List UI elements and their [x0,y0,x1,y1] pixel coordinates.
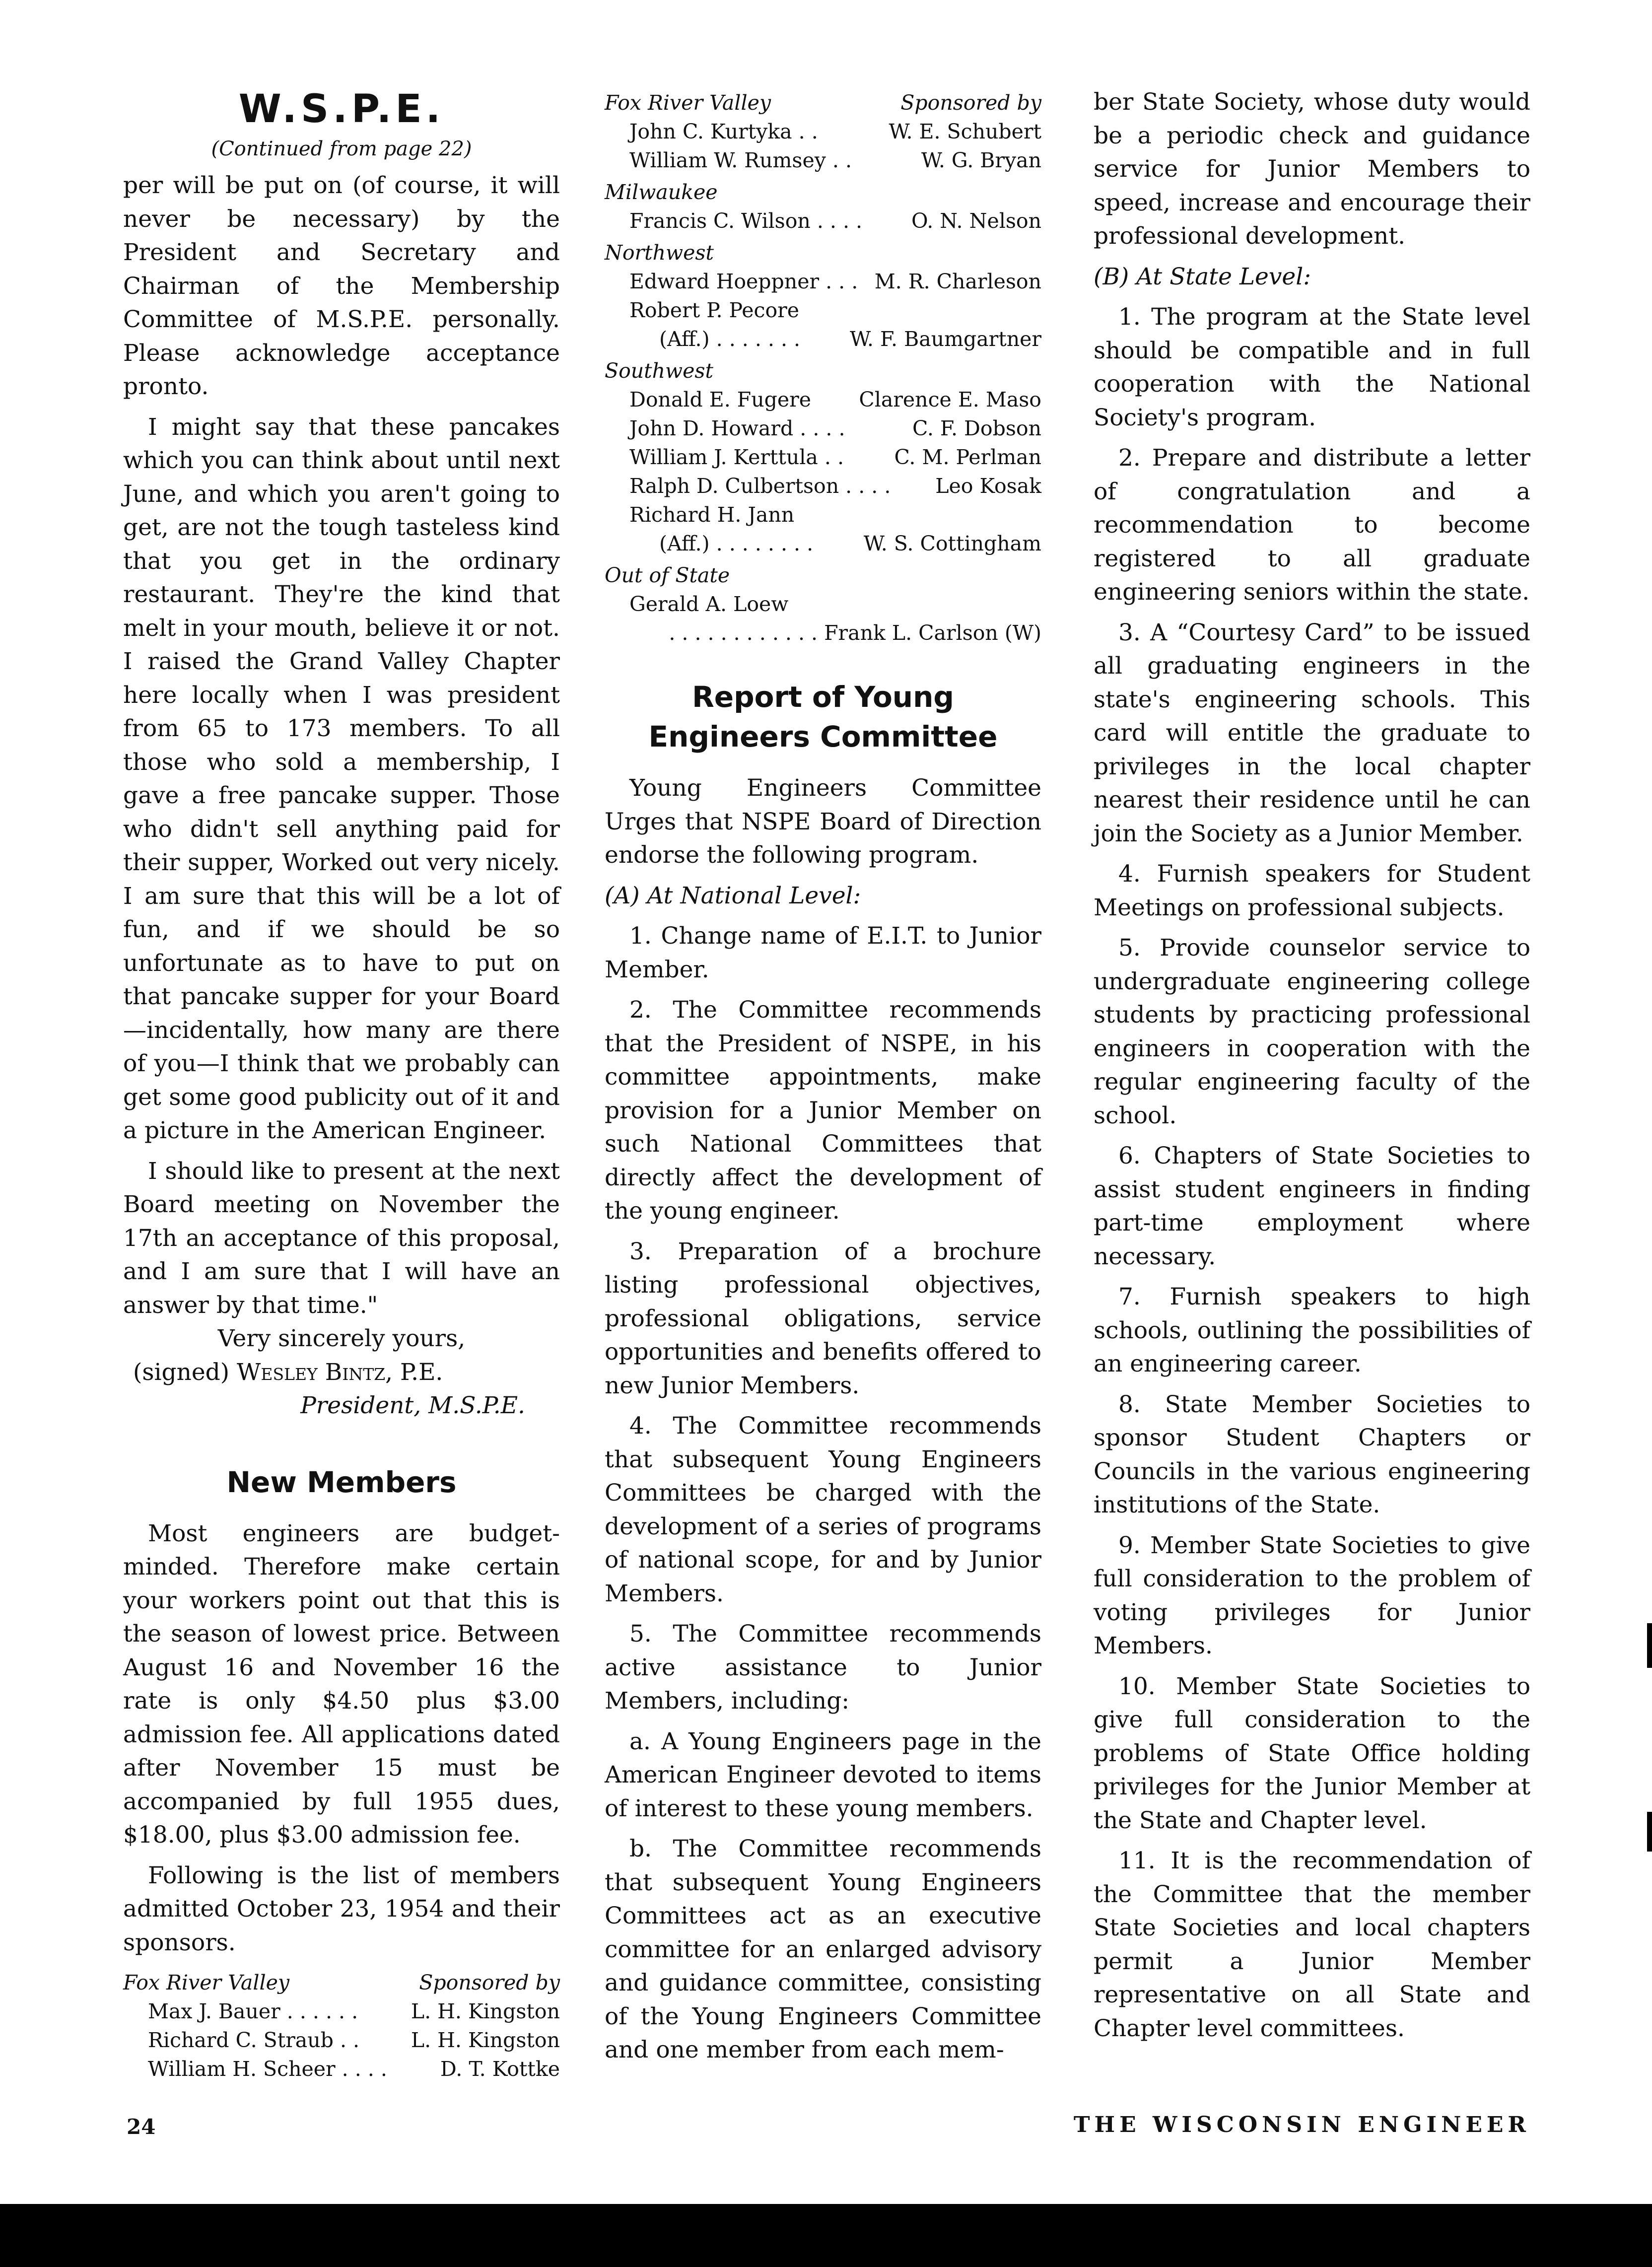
section-a-heading: (A) At National Level: [605,882,861,909]
scan-edge-mark [1647,1623,1652,1668]
region-northwest: Northwest [605,241,714,265]
list-item: 5. The Committee recommends active assistance to Junior Members, including: [605,1620,1041,1715]
list-item: William H. Scheer . . . . D. T. Kottke [148,2057,560,2081]
list-item: 1. Change name of E.I.T. to Junior Member. [605,922,1041,983]
list-item: William J. Kerttula . . C. M. Perlman [629,445,1041,469]
column-1 [123,84,560,2083]
signer-suffix: , P.E. [385,1358,443,1386]
new-members-heading: New Members [226,1465,457,1499]
list-item: 2. The Committee recommends that the President of NSPE, in his committee appointments, make provision for a Junior Member on such National Committees that directly affect the development of the young engineer. [605,996,1041,1225]
list-item: Ralph D. Culbertson . . . . Leo Kosak [629,474,1041,498]
list-item: b. The Committee recommends that subsequent Young Engineers Committees act as an executive committee for an enlarged advisory and guidance committee, consisting of the Young Engineers Committee and one member from each mem- [605,1835,1041,2063]
wspe-letter-body [123,169,560,1423]
scan-edge-mark [1647,1812,1652,1852]
list-item: Max J. Bauer . . . . . . L. H. Kingston [148,1999,560,2023]
list-item: 5. Provide counselor service to undergraduate engineering college students by practicing professional engineers in cooperation with the regular engineering faculty of the school. [1094,934,1530,1129]
members-list-continued [605,88,1041,647]
members-list [123,1968,560,2083]
list-item: 10. Member State Societies to give full consideration to the problems of State Office holding privileges for the Junior Member at the State and Chapter level. [1094,1672,1530,1834]
list-item: William W. Rumsey . . W. G. Bryan [629,148,1041,172]
list-item: John C. Kurtyka . . W. E. Schubert [629,120,1041,143]
list-item: Francis C. Wilson . . . . O. N. Nelson [629,209,1041,233]
list-header-chapter: Fox River Valley [123,1971,290,1994]
list-header-sponsor: Sponsored by [419,1971,560,1994]
section-b-heading: (B) At State Level: [1094,263,1311,290]
list-item: 7. Furnish speakers to high schools, outlining the possibilities of an engineering career. [1094,1283,1530,1377]
list-header: Fox River Valley Sponsored by [605,91,1041,115]
region-out-of-state: Out of State [605,563,730,587]
page-number: 24 [127,2115,156,2139]
list-item: Gerald A. Loew [629,592,789,616]
list-item: 11. It is the recommendation of the Committee that the member State Societies and local chapters permit a Junior Member representative on all State and Chapter level committees. [1094,1847,1530,2042]
list-item: 2. Prepare and distribute a letter of congratulation and a recommendation to become registered to all graduate engineering seniors within the state. [1094,444,1530,606]
signed-prefix: (signed) [133,1358,230,1386]
list-item: 3. A “Courtesy Card” to be issued all graduating engineers in the state's engineering schools. This card will entitle the graduate to privileges in the local chapter nearest their residence until he can join the Society as a Junior Member. [1094,618,1530,847]
list-item: 4. The Committee recommends that subsequent Young Engineers Committees be charged with the development of a series of programs of national scope, for and by Junior Members. [605,1412,1041,1607]
signer-name: Wesley Bintz [237,1358,386,1386]
scan-border [0,2204,1652,2267]
region-southwest: Southwest [605,359,713,383]
closing: Very sincerely yours, [217,1325,466,1352]
paragraph: per will be put on (of course, it will never be necessary) by the President and Secretary and Chairman of the Membership Committee of M.S.P.E. personally. Please acknowledge acceptance pronto. [123,172,560,400]
signature-line [123,1356,560,1389]
paragraph: Following is the list of members admitted October 23, 1954 and their sponsors. [123,1861,560,1956]
list-header [123,1968,560,1997]
report-heading: Report of Young Engineers Committee [648,680,998,754]
list-item: 8. State Member Societies to sponsor Student Chapters or Councils in the various engineering institutions of the State. [1094,1390,1530,1518]
list-item: Richard C. Straub . . L. H. Kingston [148,2028,560,2052]
list-item: (Aff.) . . . . . . . W. F. Baumgartner [659,327,1041,351]
report-body [605,771,1041,2067]
report-body-continued [1094,85,1530,2045]
column-2 [605,88,1041,2074]
paragraph: I should like to present at the next Board meeting on November the 17th an acceptance of this proposal, and I am sure that I will have an answer by that time." [123,1157,560,1319]
list-item: a. A Young Engineers page in the American Engineer devoted to items of interest to these young members. [605,1727,1041,1822]
paragraph: Most engineers are budget-minded. Therefore make certain your workers point out that this is the season of lowest price. Between August 16 and November 16 the rate is only $4.50 plus $3.00 admission fee. All applications dated after November 15 must be accompanied by full 1955 dues, $18.00, plus $3.00 admission fee. [123,1519,560,1849]
paragraph: Young Engineers Committee Urges that NSPE Board of Direction endorse the following program. [605,774,1041,869]
wspe-title: W.S.P.E. [238,87,445,132]
list-item: 9. Member State Societies to give full consideration to the problem of voting privileges for Junior Members. [1094,1531,1530,1659]
paragraph: I might say that these pancakes which you can think about until next June, and which you aren't going to get, are not the tough tasteless kind that you get in the ordinary restaurant. They're the kind that melt in your mouth, believe it or not. I raised the Grand Valley Chapter here locally when I was president from 65 to 173 members. To all those who sold a membership, I gave a free pancake supper. Those who didn't sell anything paid for their supper, Worked out very nicely. I am sure that this will be a lot of fun, and if we should be so unfortunate as to have to put on that pancake supper for your Board—incidentally, how many are there of you—I think that we probably can get some good publicity out of it and a picture in the American Engineer. [123,413,560,1144]
list-item: 4. Furnish speakers for Student Meetings on professional subjects. [1094,860,1530,921]
list-item-sponsor: . . . . . . . . . . . . Frank L. Carlson (W) [669,621,1041,645]
magazine-name: THE WISCONSIN ENGINEER [1073,2112,1530,2137]
region-milwaukee: Milwaukee [605,180,718,204]
list-item: 1. The program at the State level should be compatible and in full cooperation with the National Society's program. [1094,303,1530,431]
list-item: 6. Chapters of State Societies to assist student engineers in finding part-time employment where necessary. [1094,1142,1530,1270]
list-item: John D. Howard . . . . C. F. Dobson [629,416,1041,440]
list-item: Edward Hoeppner . . . M. R. Charleson [629,270,1041,293]
new-members-body [123,1517,560,1960]
list-item: (Aff.) . . . . . . . . W. S. Cottingham [659,532,1041,555]
paragraph: ber State Society, whose duty would be a periodic check and guidance service for Junior Members to speed, increase and encourage their professional development. [1094,88,1530,250]
continued-note: (Continued from page 22) [211,137,472,160]
column-3 [1094,85,1530,2052]
list-item: 3. Preparation of a brochure listing professional objectives, professional obligations, service opportunities and benefits offered to new Junior Members. [605,1237,1041,1399]
list-item: Robert P. Pecore [629,298,800,322]
list-item: Donald E. Fugere Clarence E. Maso [629,388,1041,412]
signer-title: President, M.S.P.E. [300,1392,525,1419]
list-item: Richard H. Jann [629,503,795,527]
